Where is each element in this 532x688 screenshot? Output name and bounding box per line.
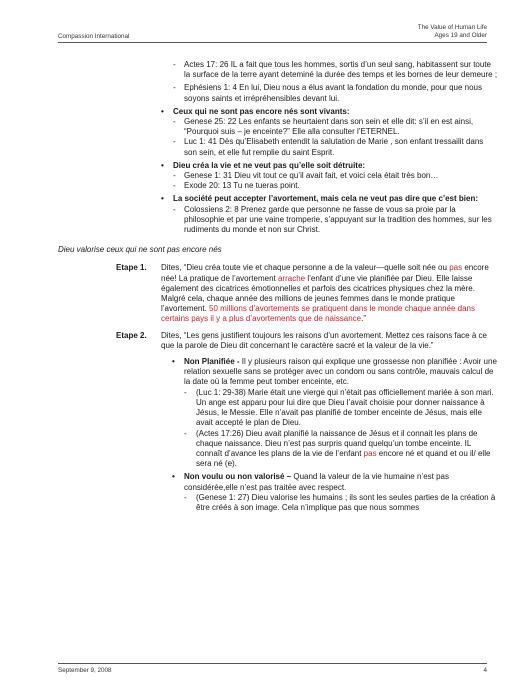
verse-acts-17-26-b bbox=[58, 429, 498, 470]
etape-2 bbox=[58, 331, 498, 351]
bullet-unborn-alive: • Ceux qui ne sont pas encore nés sont vivants: bbox=[58, 107, 498, 117]
non-voulu-text: Quand la valeur de la vie humaine n’est pas considérée,elle n’est pas traitée avec respect. bbox=[184, 472, 449, 492]
etape-2-label: Etape 2. bbox=[116, 330, 147, 340]
verse-exodus-20-13: - Exode 20: 13 Tu ne tueras point. bbox=[58, 181, 498, 191]
acts-text-b: encore né et quand et ou il/ elle sera né (e). bbox=[196, 448, 491, 469]
acts-text-a: (Actes 17:26) Dieu avait planifié la naissance de Jésus et il connait les plans de chaque naissance. Dieu n’est pas surpris quand quelqu’un tombe enceinte. IL connaît d’avance les plans de la vie de l’enfant bbox=[196, 428, 478, 458]
verse-luke-1-41: - Luc 1: 41 Dès qu’Elisabeth entendit la salutation de Marie , son enfant tressailit dans son sein, et elle fut remplie du saint Esprit. bbox=[58, 137, 498, 157]
verse-genesis-1-27: - (Genese 1: 27) Dieu valorise les humains ; ils sont les seules parties de la création à être créés à son image. Cela n’implique pas que nous sommes bbox=[58, 493, 498, 513]
verse-colossians-2-8: - Colossiens 2: 8 Prenez garde que personne ne fasse de vous sa proie par la philosophie et par une vaine tromperie, s’appuyant sur la tradition des hommes, sur les rudiments du monde et non sur Christ. bbox=[58, 205, 498, 236]
bullet-society-accepts: • La société peut accepter l’avortement, mais cela ne veut pas dire que c’est bien: bbox=[58, 194, 498, 204]
etape-2-text: Dites, “Les gens justifient toujours les raisons d’un avortement. Mettez ces raisons face à ce que la parole de Dieu dit concernant le caractère sacré et la valeur de la vie.” bbox=[161, 330, 487, 350]
header-title: The Value of Human Life bbox=[417, 24, 487, 31]
header-subtitle: Ages 19 and Older bbox=[434, 32, 487, 39]
document-body bbox=[58, 60, 498, 513]
etape-1-text-a: Dites, “Dieu créa toute vie et chaque personne a de la valeur—quelle soit née ou bbox=[161, 263, 450, 273]
header-org: Compassion International bbox=[58, 33, 130, 40]
etape-1-text-c: l’enfant d’une vie planifiée par Dieu. Elle laisse également des cicatrices émotionnelles et parfois des cicatrices physiques chez la mère. Malgré cela, chaque année des millions de jeunes femmes dans le monde pratique l’avortement. bbox=[161, 273, 475, 314]
bullet-god-created-life: • Dieu créa la vie et ne veut pas qu’elle soit détruite: bbox=[58, 161, 498, 171]
non-planifiee-text: Il y plusieurs raison qui explique une grossesse non planifiée : Avoir une relation sexuelle sans se protéger avec un condom ou sans contrôle, mauvais calcul de la date où la femme peut tomber enceinte, etc. bbox=[184, 357, 497, 387]
etape-1-red-c: 50 millions d’avortements se pratiquent dans le monde chaque année dans certains pays il y a plus d’avortements que de naissance bbox=[161, 304, 475, 324]
verse-genesis-1-31: - Genese 1: 31 Dieu vit tout ce qu’il avait fait, et voici cela était très bon… bbox=[58, 171, 498, 181]
page-header bbox=[58, 22, 487, 43]
bullet-non-planifiee bbox=[58, 357, 498, 388]
etape-1-text-b: encore née! La pratique de l’avortement bbox=[161, 263, 489, 283]
page-footer bbox=[58, 663, 487, 674]
acts-red: pas bbox=[363, 448, 377, 458]
section-heading: Dieu valorise ceux qui ne sont pas encore nés bbox=[58, 245, 222, 255]
footer-date: September 9, 2008 bbox=[58, 667, 112, 674]
etape-1-red-b: arrache bbox=[277, 273, 306, 283]
non-planifiee-title: Non Planifiée - bbox=[184, 357, 240, 367]
bullet-non-voulu bbox=[58, 472, 498, 492]
non-voulu-title: Non voulu ou non valorisé – bbox=[184, 472, 292, 482]
etape-1-red-a: pas bbox=[449, 263, 463, 273]
verse-genesis-25-22: - Genese 25: 22 Les enfants se heurtaient dans son sein et elle dit: s’il en est ainsi, “Pourquoi suis – je enceinte?” Elle alla consulter l’ETERNEL. bbox=[58, 117, 498, 137]
verse-ephesians-1-4: - Ephésiens 1: 4 En lui, Dieu nous a élus avant la fondation du monde, pour que nous soyons saints et irrépréhensibles devant lui. bbox=[58, 83, 498, 103]
etape-1 bbox=[58, 263, 498, 324]
etape-1-label: Etape 1. bbox=[116, 263, 147, 273]
header-title-block bbox=[418, 24, 487, 40]
footer-page-number: 4 bbox=[483, 667, 487, 674]
verse-luke-1-29-38: - (Luc 1: 29-38) Marie était une vierge qui n’était pas officiellement mariée à son mari. Un ange est apparu pour lui dire que Dieu l’avait choisie pour donner naissance à Jésus, le Messie. Elle n’avait pas planifié de tomber enceinte de Jésus, mais elle avait accepté le plan de Dieu. bbox=[58, 388, 498, 429]
verse-acts-17-26: - Actes 17: 26 IL a fait que tous les hommes, sortis d’un seul sang, habitassent sur toute la surface de la terre ayant deteminé la durée des temps et les bornes de leur demeure ; bbox=[58, 60, 498, 80]
etape-1-text-d: .” bbox=[361, 314, 366, 324]
